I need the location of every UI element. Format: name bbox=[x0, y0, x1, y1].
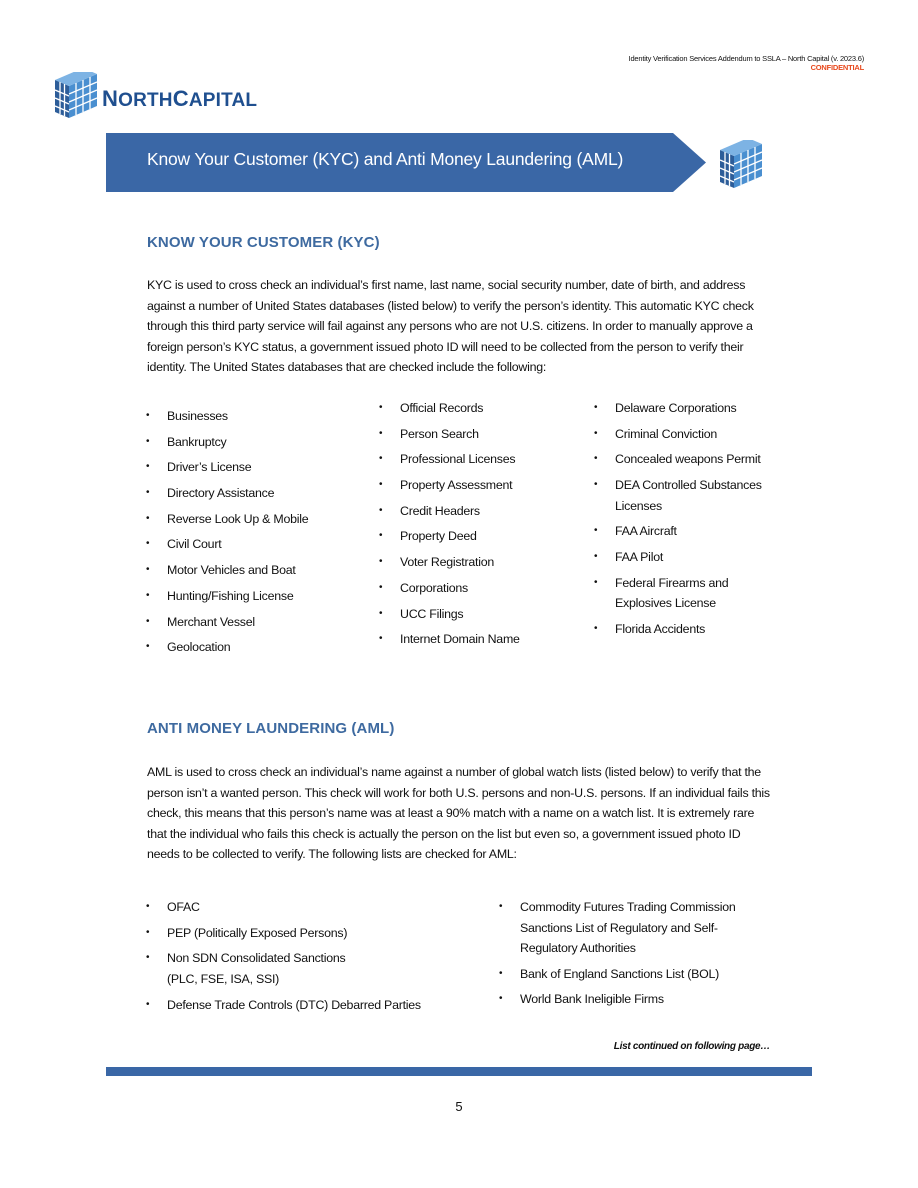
kyc-paragraph: KYC is used to cross check an individual’s first name, last name, social security number, date of birth, and address against a number of United States databases (listed below) to verify the person’s identity. This automatic KYC check through this third party service will fail against any persons who are not U.S. citizens. In order to manually approve a foreign person’s KYC status, a government issued photo ID will need to be collected from the person to verify their identity. The United States databases that are checked include the following: bbox=[147, 278, 754, 374]
kyc-section-title: KNOW YOUR CUSTOMER (KYC) bbox=[147, 234, 380, 251]
list-item: • Geolocation bbox=[146, 637, 346, 658]
list-item: • Businesses bbox=[146, 406, 346, 427]
aml-paragraph: AML is used to cross check an individual’s name against a number of global watch lists (listed below) to verify that the person isn’t a wanted person. This check will work for both U.S. persons and non-U.S. persons. If an individual fails this check, this means that this person’s name was at least a 90% match with a name on a watch list. It is extremely rare that the individual who fails this check is actually the person on the list but even so, a government issued photo ID needs to be collected to verify. The following lists are checked for AML: bbox=[147, 765, 770, 861]
list-item: • UCC Filings bbox=[379, 604, 579, 625]
kyc-database-list-column-2 bbox=[379, 398, 579, 655]
list-item: • Bankruptcy bbox=[146, 432, 346, 453]
list-item: • Driver’s License bbox=[146, 457, 346, 478]
list-item: • Florida Accidents bbox=[594, 619, 774, 640]
list-item: • Property Deed bbox=[379, 526, 579, 547]
list-item: • Concealed weapons Permit bbox=[594, 449, 774, 470]
list-item: • Commodity Futures Trading Commission Sanctions List of Regulatory and Self-Regulatory Authorities bbox=[499, 897, 759, 959]
list-item: • Credit Headers bbox=[379, 501, 579, 522]
confidential-label: CONFIDENTIAL bbox=[810, 63, 864, 72]
banner-title: Know Your Customer (KYC) and Anti Money Laundering (AML) bbox=[147, 149, 624, 169]
list-item: • Defense Trade Controls (DTC) Debarred Parties bbox=[146, 995, 446, 1016]
list-item: • Reverse Look Up & Mobile bbox=[146, 509, 346, 530]
list-item: • Voter Registration bbox=[379, 552, 579, 573]
aml-section-title: ANTI MONEY LAUNDERING (AML) bbox=[147, 720, 395, 737]
list-item: • Delaware Corporations bbox=[594, 398, 774, 419]
list-item: • Criminal Conviction bbox=[594, 424, 774, 445]
kyc-database-list-column-3 bbox=[594, 398, 774, 645]
list-item: • Federal Firearms and Explosives License bbox=[594, 573, 774, 614]
list-item: • Motor Vehicles and Boat bbox=[146, 560, 346, 581]
list-item: • Official Records bbox=[379, 398, 579, 419]
list-item: • Non SDN Consolidated Sanctions (PLC, FSE, ISA, SSI) bbox=[146, 948, 357, 989]
list-item: • OFAC bbox=[146, 897, 446, 918]
kyc-database-list-column-1 bbox=[146, 406, 346, 663]
list-item: • Professional Licenses bbox=[379, 449, 579, 470]
page-number: 5 bbox=[455, 1099, 463, 1114]
list-item: • DEA Controlled Substances Licenses bbox=[594, 475, 774, 516]
footer-divider bbox=[106, 1067, 812, 1076]
north-capital-wordmark: NORTHCAPITAL bbox=[102, 86, 258, 111]
list-item: • World Bank Ineligible Firms bbox=[499, 989, 759, 1010]
aml-watchlist-column-2 bbox=[499, 897, 759, 1015]
aml-watchlist-column-1 bbox=[146, 897, 446, 1020]
list-item: • Person Search bbox=[379, 424, 579, 445]
list-item: • PEP (Politically Exposed Persons) bbox=[146, 923, 446, 944]
list-item: • Property Assessment bbox=[379, 475, 579, 496]
list-item: • Bank of England Sanctions List (BOL) bbox=[499, 964, 759, 985]
list-item: • FAA Aircraft bbox=[594, 521, 774, 542]
list-item: • Civil Court bbox=[146, 534, 346, 555]
list-item: • FAA Pilot bbox=[594, 547, 774, 568]
list-item: • Corporations bbox=[379, 578, 579, 599]
list-continued-note: List continued on following page… bbox=[613, 1041, 770, 1052]
cube-icon bbox=[718, 140, 764, 188]
list-item: • Hunting/Fishing License bbox=[146, 586, 346, 607]
list-item: • Directory Assistance bbox=[146, 483, 346, 504]
document-header-title: Identity Verification Services Addendum to SSLA – North Capital (v. 2023.6) bbox=[628, 54, 864, 63]
list-item: • Internet Domain Name bbox=[379, 629, 579, 650]
list-item: • Merchant Vessel bbox=[146, 612, 346, 633]
